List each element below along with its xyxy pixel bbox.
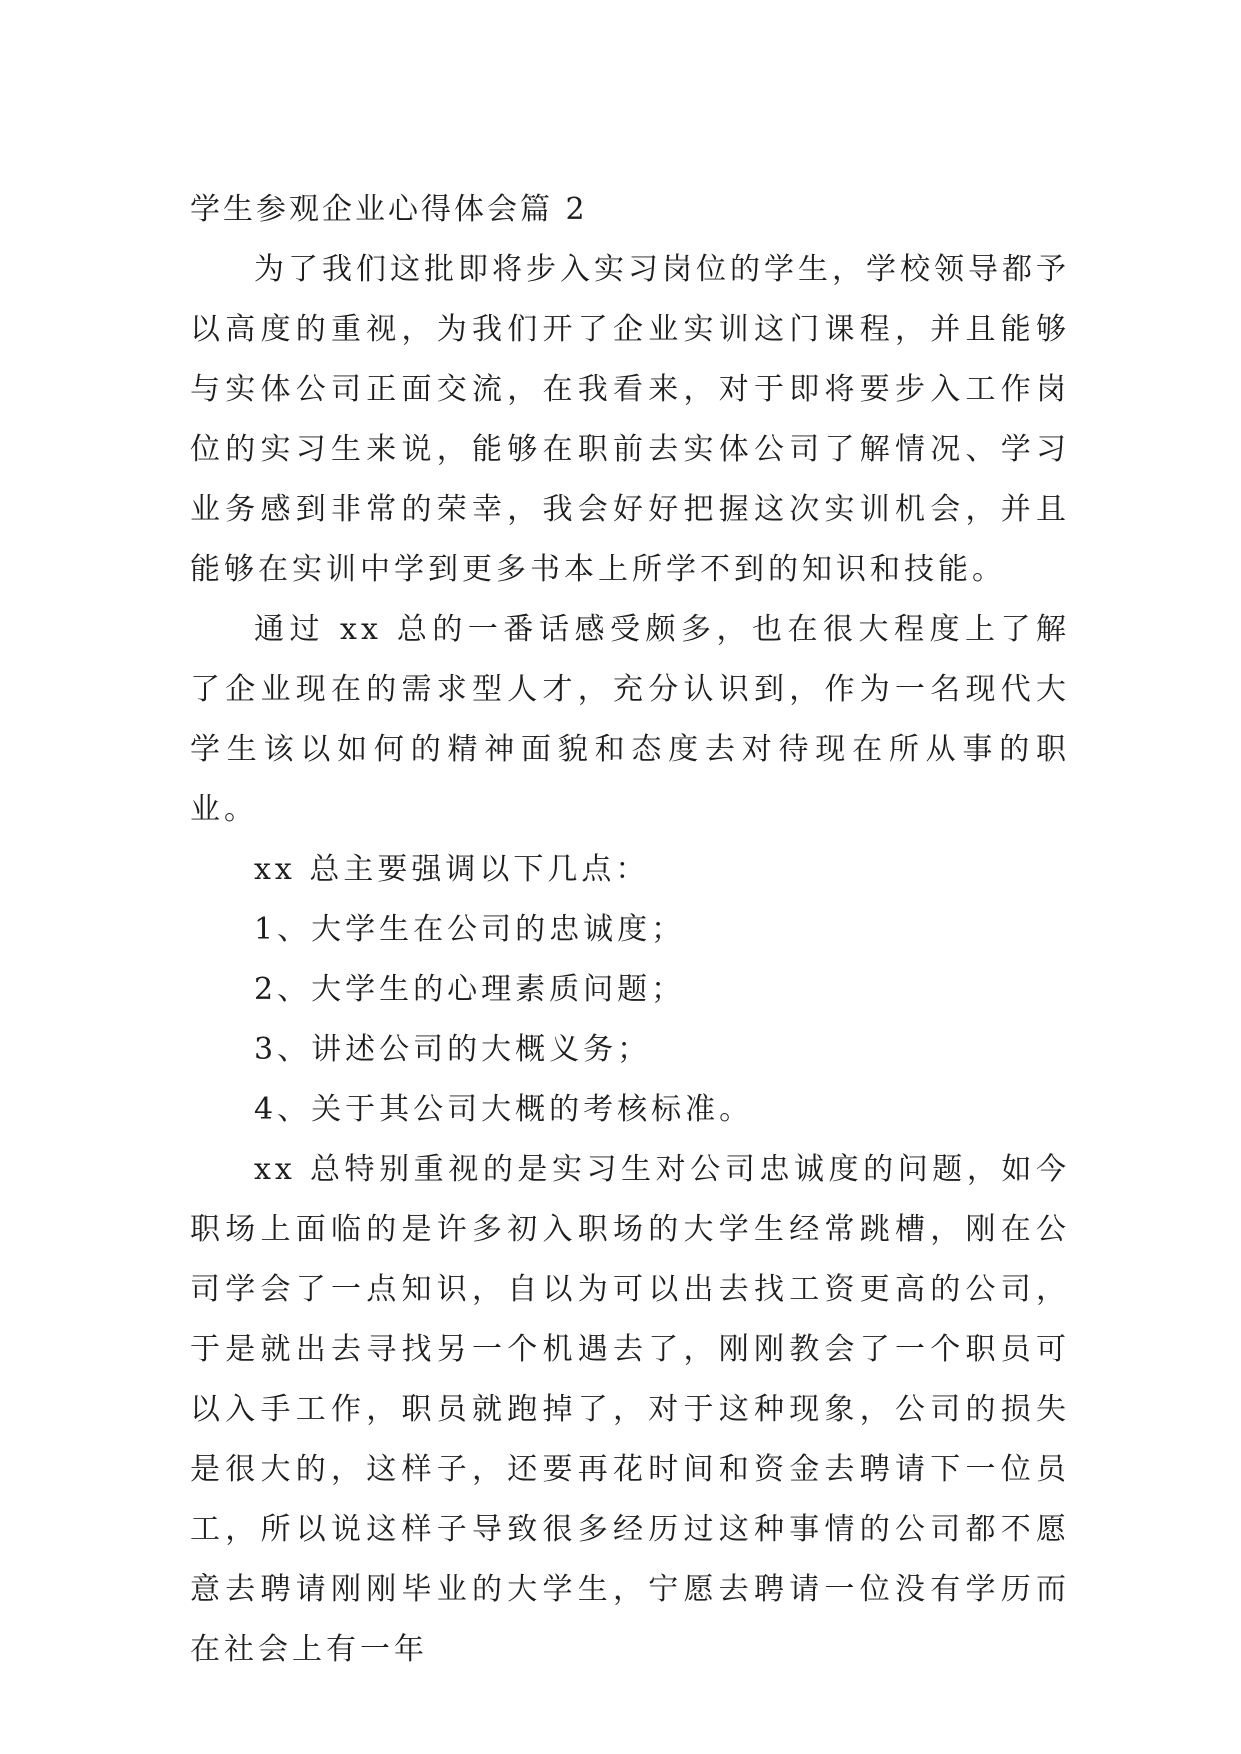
paragraph-impressions: 通过 xx 总的一番话感受颇多，也在很大程度上了解了企业现在的需求型人才，充分认识到，作为一名现代大学生该以如何的精神面貌和态度去对待现在所从事的职业。 [190,612,1070,827]
list-item: 4、关于其公司大概的考核标准。 [254,1092,754,1127]
list-item: 3、讲述公司的大概义务； [254,1032,652,1067]
paragraph-loyalty: xx 总特别重视的是实习生对公司忠诚度的问题，如今职场上面临的是许多初入职场的大学生经常跳槽，刚在公司学会了一点知识，自以为可以出去找工资更高的公司，于是就出去寻找另一个机遇去了，刚刚教会了一个职员可以入手工作，职员就跑掉了，对于这种现象，公司的损失是很大的，这样子，还要再花时间和资金去聘请下一位员工，所以说这样子导致很多经历过这种事情的公司都不愿意去聘请刚刚毕业的大学生，宁愿去聘请一位没有学历而在社会上有一年 [190,1152,1070,1667]
list-item: 1、大学生在公司的忠诚度； [254,912,686,947]
document-body [190,180,1070,1680]
paragraph-intro: 为了我们这批即将步入实习岗位的学生，学校领导都予以高度的重视，为我们开了企业实训这门课程，并且能够与实体公司正面交流，在我看来，对于即将要步入工作岗位的实习生来说，能够在职前去实体公司了解情况、学习业务感到非常的荣幸，我会好好把握这次实训机会，并且能够在实训中学到更多书本上所学不到的知识和技能。 [190,252,1070,587]
paragraph-key-points-lead: xx 总主要强调以下几点： [254,852,650,887]
document-title: 学生参观企业心得体会篇 2 [190,192,588,227]
list-item: 2、大学生的心理素质问题； [254,972,686,1007]
key-points-list [190,900,1070,1140]
